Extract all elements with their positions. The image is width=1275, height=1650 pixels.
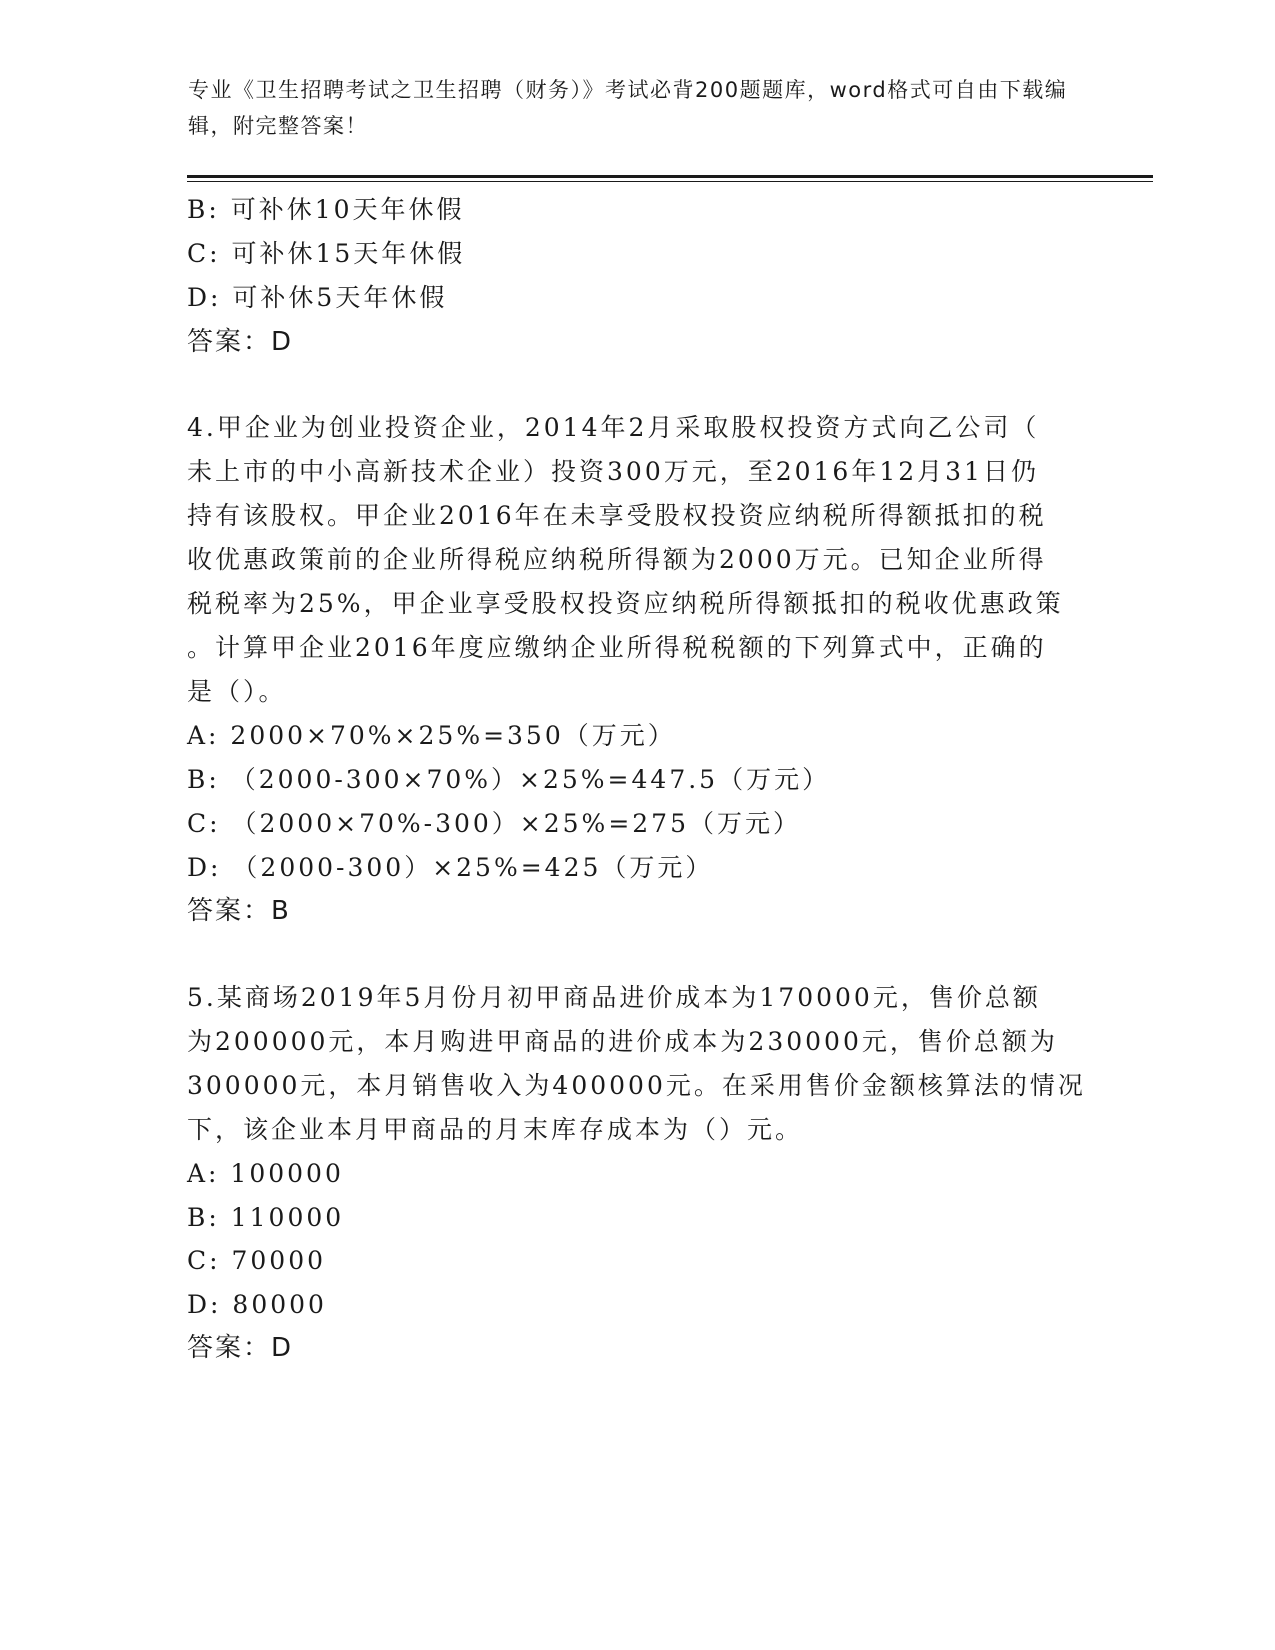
q5-stem-line: 为200000元，本月购进甲商品的进价成本为230000元，售价总额为	[187, 1027, 1058, 1056]
q5-option-a: A: 100000	[187, 1159, 344, 1188]
header-divider-thick	[187, 175, 1153, 178]
q3-option-c: C: 可补休15天年休假	[187, 239, 466, 268]
q5-answer: 答案：D	[187, 1333, 294, 1363]
q4-stem-line: 。计算甲企业2016年度应缴纳企业所得税税额的下列算式中，正确的	[187, 633, 1047, 662]
q5-option-c: C: 70000	[187, 1246, 327, 1275]
document-header: 专业《卫生招聘考试之卫生招聘（财务）》考试必背200题题库，word格式可自由下载编辑，附完整答案！	[188, 78, 1068, 138]
q4-stem-line: 4.甲企业为创业投资企业，2014年2月采取股权投资方式向乙公司（	[187, 413, 1040, 442]
q4-stem-line: 未上市的中小高新技术企业）投资300万元，至2016年12月31日仍	[187, 457, 1039, 486]
q3-option-d: D: 可补休5天年休假	[187, 283, 448, 312]
q4-stem-line: 持有该股权。甲企业2016年在未享受股权投资应纳税所得额抵扣的税	[187, 501, 1047, 530]
q4-stem-line: 是（）。	[187, 677, 287, 706]
header-divider-thin	[187, 181, 1153, 182]
q4-stem-line: 收优惠政策前的企业所得税应纳税所得额为2000万元。已知企业所得	[187, 545, 1047, 574]
q5-stem-line: 5.某商场2019年5月份月初甲商品进价成本为170000元，售价总额	[187, 983, 1041, 1012]
q5-stem-line: 300000元，本月销售收入为400000元。在采用售价金额核算法的情况	[187, 1071, 1086, 1100]
q4-option-a: A: 2000×70%×25%=350（万元）	[187, 721, 676, 750]
q5-option-d: D: 80000	[187, 1290, 327, 1319]
q4-option-b: B: （2000-300×70%）×25%=447.5（万元）	[187, 765, 831, 794]
q4-option-c: C: （2000×70%-300）×25%=275（万元）	[187, 809, 801, 838]
q4-option-d: D: （2000-300）×25%=425（万元）	[187, 853, 714, 882]
q5-stem-line: 下，该企业本月甲商品的月末库存成本为（）元。	[187, 1115, 804, 1144]
q4-stem-line: 税税率为25%，甲企业享受股权投资应纳税所得额抵扣的税收优惠政策	[187, 589, 1064, 618]
q3-answer: 答案：D	[187, 327, 294, 357]
q4-answer: 答案：B	[187, 896, 291, 926]
q5-option-b: B: 110000	[187, 1203, 345, 1232]
q3-option-b: B: 可补休10天年休假	[187, 195, 465, 224]
